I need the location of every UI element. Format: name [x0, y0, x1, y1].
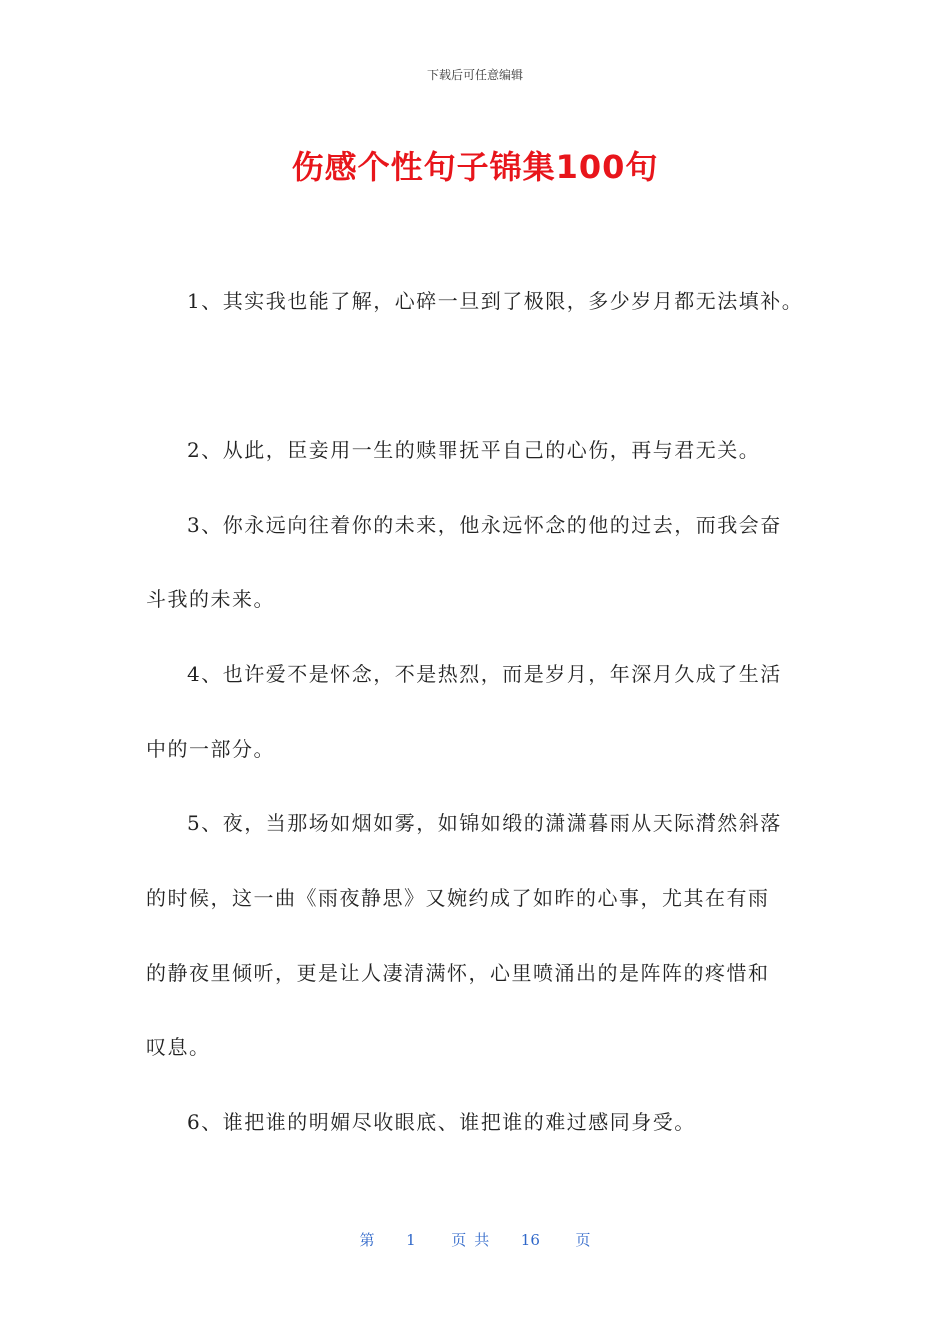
footer-page-number: 1 [406, 1231, 416, 1249]
paragraph-5-line-1: 5、夜，当那场如烟如雾，如锦如缎的潇潇暮雨从天际潸然斜落 [187, 811, 782, 835]
paragraph-4-line-2: 中的一部分。 [146, 737, 275, 761]
paragraph-5-line-3: 的静夜里倾听，更是让人凄清满怀，心里喷涌出的是阵阵的疼惜和 [146, 961, 770, 985]
paragraph-5-line-2: 的时候，这一曲《雨夜静思》又婉约成了如昨的心事，尤其在有雨 [146, 886, 770, 910]
footer-page-label: 第 [359, 1231, 375, 1249]
paragraph-5-line-4: 叹息。 [146, 1035, 211, 1059]
paragraph-3-line-2: 斗我的未来。 [146, 587, 275, 611]
footer-total-pages: 16 [520, 1231, 540, 1249]
paragraph-2-line-1: 2、从此，臣妾用一生的赎罪抚平自己的心伤，再与君无关。 [187, 438, 761, 462]
paragraph-3-line-1: 3、你永远向往着你的未来，他永远怀念的他的过去，而我会奋 [187, 513, 782, 537]
footer-page-mid: 页共 [451, 1231, 498, 1249]
header-note: 下载后可任意编辑 [426, 68, 523, 82]
page-footer [0, 1229, 950, 1250]
paragraph-6-line-1: 6、谁把谁的明媚尽收眼底、谁把谁的难过感同身受。 [187, 1110, 696, 1134]
footer-page-end: 页 [575, 1231, 591, 1249]
paragraph-1-line-1: 1、其实我也能了解，心碎一旦到了极限，多少岁月都无法填补。 [187, 289, 804, 313]
document-title: 伤感个性句子锦集100句 [291, 148, 659, 186]
paragraph-4-line-1: 4、也许爱不是怀念，不是热烈，而是岁月，年深月久成了生活 [187, 662, 782, 686]
